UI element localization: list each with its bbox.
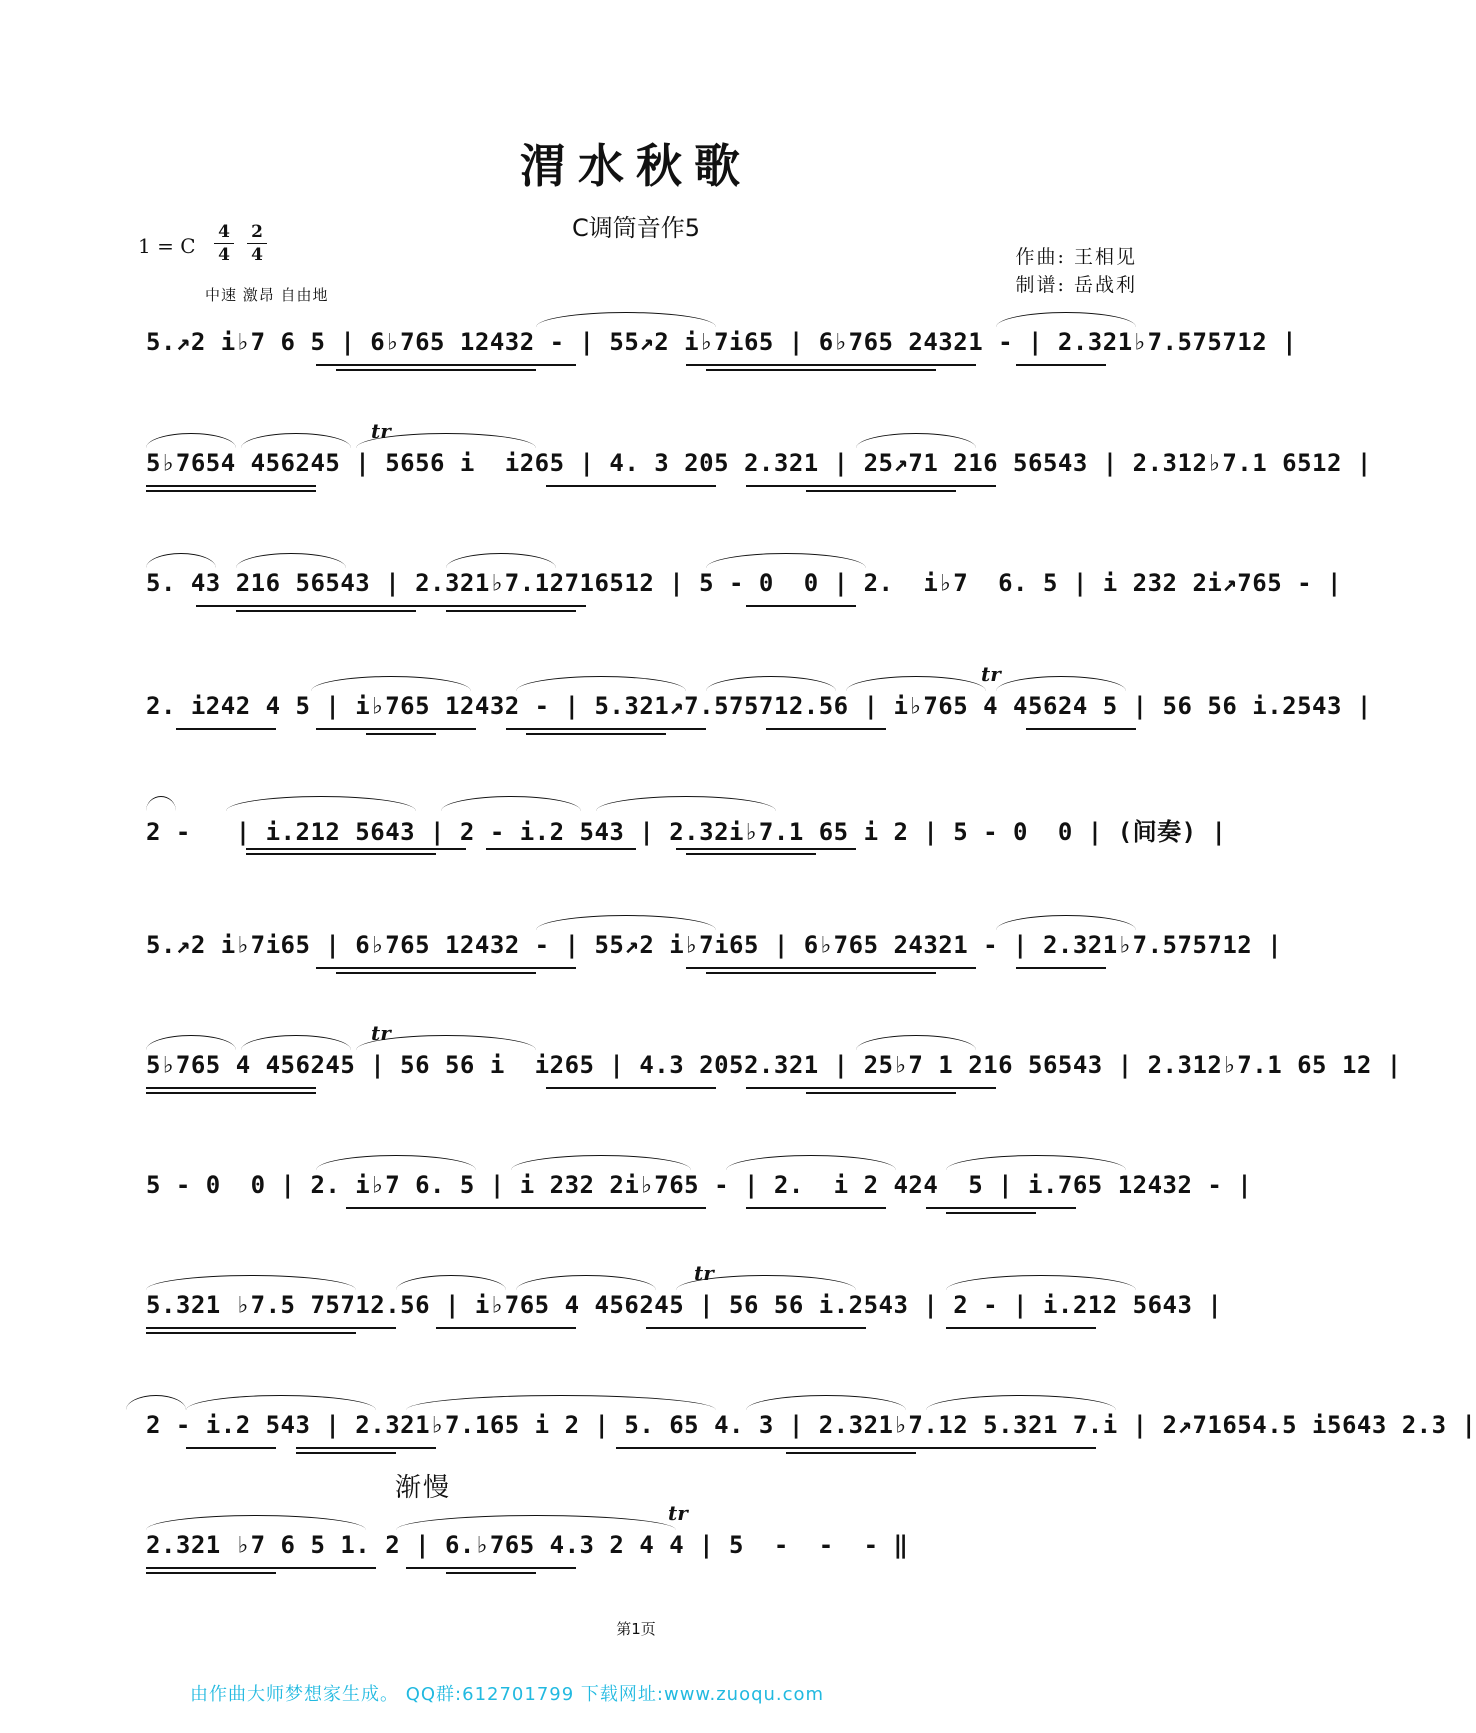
score-line-8 bbox=[146, 1165, 1253, 1225]
key-subtitle: C调筒音作5 bbox=[571, 214, 701, 242]
key-signature: 1 = C bbox=[138, 234, 196, 258]
score-line-3 bbox=[146, 563, 1342, 623]
notation-line: 5♭765 4 456245 | 56 56 i i265 | 4.3 2052.321 | 25♭7 1 216 56543 | 2.312♭7.1 65 12 | bbox=[146, 1051, 1402, 1079]
notation-line: 5.321 ♭7.5 75712.56 | i♭765 4 456245 | 56 56 i.2543 | 2 - | i.212 5643 | bbox=[146, 1291, 1223, 1319]
trill-mark: tr bbox=[371, 1021, 391, 1045]
meter-1-bottom: 4 bbox=[218, 245, 230, 265]
tempo-marking: 中速 激昂 自由地 bbox=[205, 286, 329, 304]
trill-mark: tr bbox=[668, 1501, 688, 1525]
score-line-10 bbox=[146, 1405, 1476, 1465]
notation-line: 2.321 ♭7 6 5 1. 2 | 6.♭765 4.3 2 4 4 | 5 - - - ‖ bbox=[146, 1531, 909, 1559]
notation-line: 5.↗2 i♭7 6 5 | 6♭765 12432 - | 55↗2 i♭7i65 | 6♭765 24321 - | 2.321♭7.575712 | bbox=[146, 328, 1298, 356]
arranger-credit: 制谱: 岳战利 bbox=[1015, 274, 1137, 296]
meter-1-top: 4 bbox=[218, 222, 230, 242]
score-line-6 bbox=[146, 925, 1283, 985]
trill-mark: tr bbox=[371, 419, 391, 443]
notation-line: 2. i242 4 5 | i♭765 12432 - | 5.321↗7.575712.56 | i♭765 4 45624 5 | 56 56 i.2543 | bbox=[146, 692, 1372, 720]
notation-line: 5 - 0 0 | 2. i♭7 6. 5 | i 232 2i♭765 - | 2. i 2 424 5 | i.765 12432 - | bbox=[146, 1171, 1253, 1199]
notation-line: 2 - i.2 543 | 2.321♭7.165 i 2 | 5. 65 4. 3 | 2.321♭7.12 5.321 7.i | 2↗71654.5 i5643 2.3 | bbox=[146, 1411, 1476, 1439]
score-title: 渭水秋歌 bbox=[520, 139, 752, 193]
meter-2-bottom: 4 bbox=[251, 245, 263, 265]
score-line-11 bbox=[146, 1501, 1136, 1585]
tempo-change-marking: 渐慢 bbox=[395, 1473, 452, 1503]
composer-credit: 作曲: 王相见 bbox=[1015, 246, 1137, 268]
score-line-5 bbox=[146, 806, 1227, 866]
trill-mark: tr bbox=[981, 662, 1001, 686]
footer-watermark: 由作曲大师梦想家生成。 QQ群:612701799 下载网址:www.zuoqu.com bbox=[190, 1684, 825, 1705]
score-line-2 bbox=[146, 419, 1372, 503]
score-line-1 bbox=[146, 322, 1298, 382]
notation-line: 5♭7654 456245 | 5656 i i265 | 4. 3 205 2.321 | 25↗71 216 56543 | 2.312♭7.1 6512 | bbox=[146, 449, 1372, 477]
time-signature-2 bbox=[245, 222, 269, 265]
score-line-4 bbox=[146, 662, 1372, 746]
page-number: 第1页 bbox=[616, 1620, 656, 1638]
score-line-9 bbox=[146, 1261, 1223, 1345]
trill-mark: tr bbox=[694, 1261, 714, 1285]
notation-line: 2 - | i.212 5643 | 2 - i.2 543 | 2.32i♭7.1 65 i 2 | 5 - 0 0 | (间奏) | bbox=[146, 818, 1227, 846]
notation-line: 5.↗2 i♭7i65 | 6♭765 12432 - | 55↗2 i♭7i65 | 6♭765 24321 - | 2.321♭7.575712 | bbox=[146, 931, 1283, 959]
notation-line: 5. 43 216 56543 | 2.321♭7.12716512 | 5 - 0 0 | 2. i♭7 6. 5 | i 232 2i↗765 - | bbox=[146, 569, 1342, 597]
time-signature-1 bbox=[212, 222, 236, 265]
score-line-7 bbox=[146, 1021, 1402, 1105]
meter-2-top: 2 bbox=[251, 222, 263, 242]
